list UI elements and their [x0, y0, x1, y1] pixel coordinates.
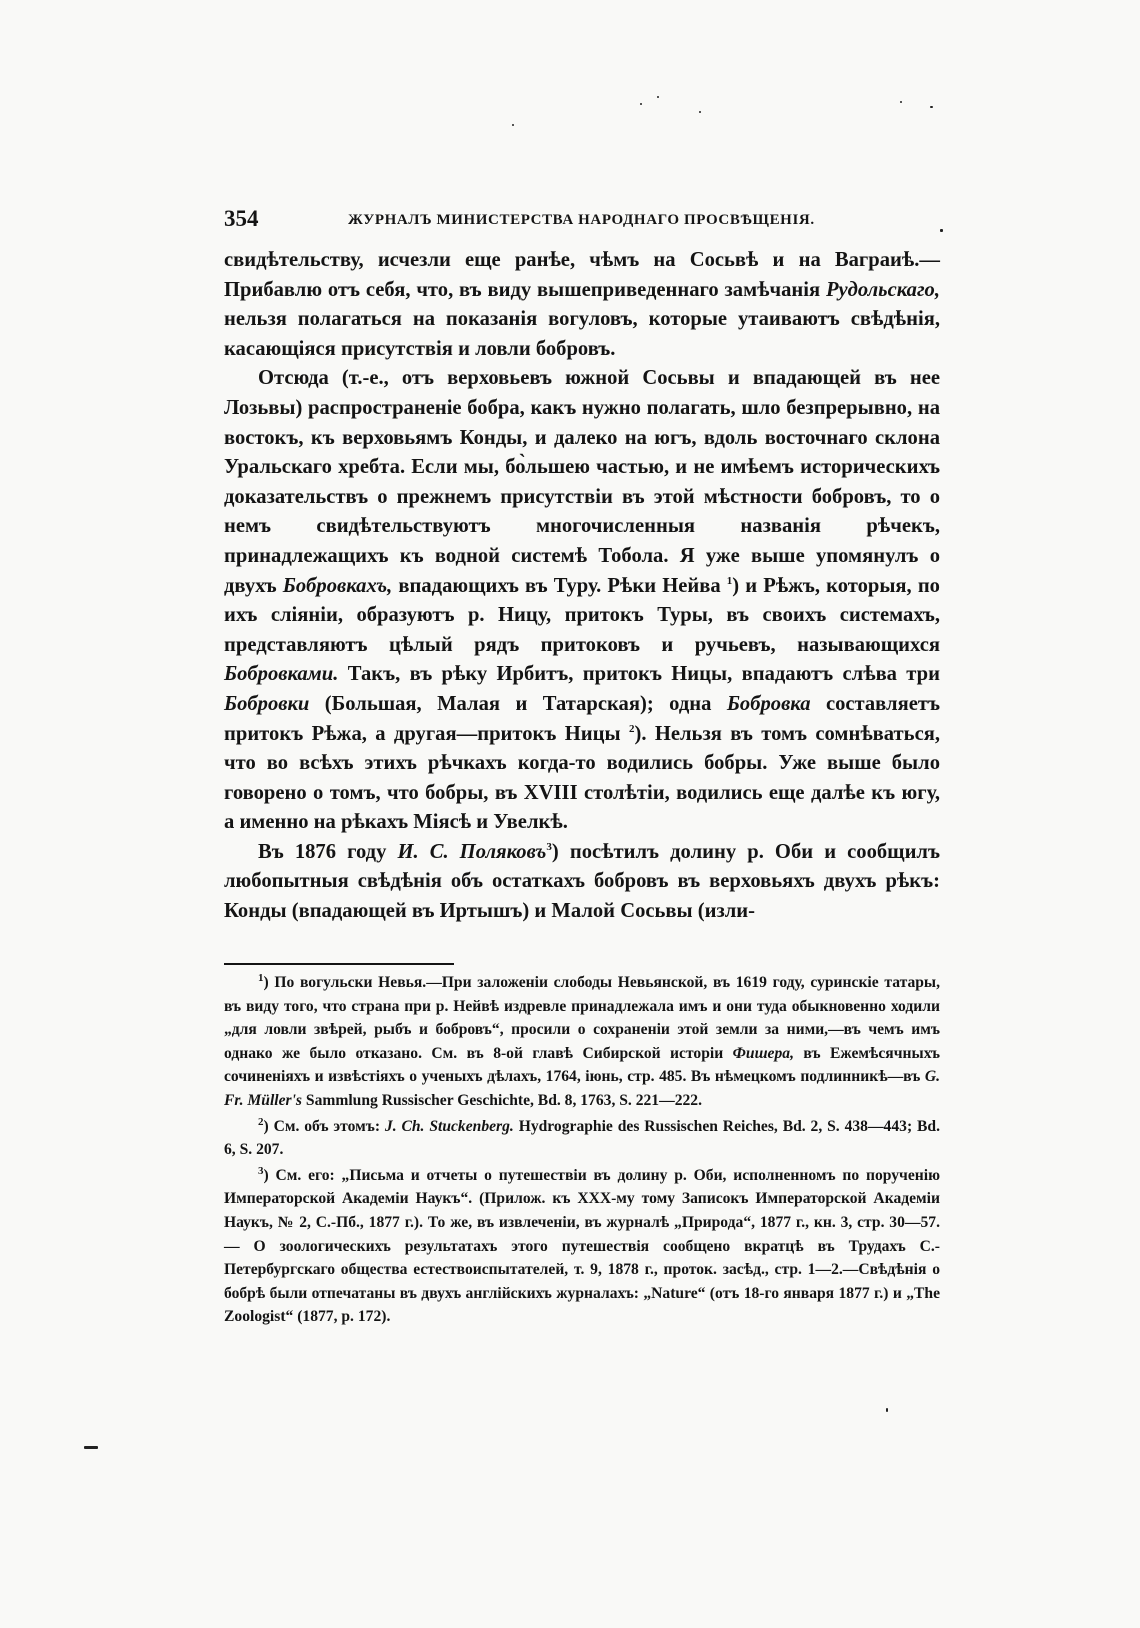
running-head: ЖУРНАЛЪ МИНИСТЕРСТВА НАРОДНАГО ПРОСВѢЩЕНІЯ.: [348, 212, 815, 228]
text-run: Такъ, въ рѣку Ирбитъ, притокъ Ницы, впадаютъ слѣва три: [338, 663, 940, 686]
footnote-mark: 3: [258, 1164, 264, 1177]
italic-name: Бобровки: [224, 692, 310, 715]
text-run: впадающихъ въ Туру. Рѣки Нейва: [392, 574, 727, 597]
footnote-1: [224, 971, 940, 1113]
footnote-2: [224, 1115, 940, 1162]
scan-speck: [900, 101, 902, 103]
italic-name: G. Fr. Müller's: [224, 1068, 940, 1109]
italic-name: Фишера,: [732, 1044, 794, 1062]
scan-speck: [512, 124, 514, 126]
text-run: составляетъ притокъ Рѣжа, а другая—притокъ Ницы: [224, 692, 940, 745]
text-run: ) См. его: „Письма и отчеты о путешествіи въ долину р. Оби, исполненномъ по порученію Императорской Академіи Наукъ“. (Прилож. къ XXX-му тому Записокъ Императорской Академіи Наукъ, № 2, С.-Пб., 1877 г.). То же, въ извлеченіи, въ журналѣ „Природа“, 1877 г., кн. 3, стр. 30—57. — О зоологическихъ результатахъ этого путешествія сообщено вкратцѣ въ Трудахъ С.-Петербургскаго общества естествоиспытателей, т. 9, 1878 г., проток. засѣд., стр. 1—2.—Свѣдѣнія о бобрѣ были отпечатаны въ двухъ англійскихъ журналахъ: „Nature“ (отъ 18-го января 1877 г.) и „The Zoologist“ (1877, p. 172).: [224, 1166, 940, 1326]
text-run: свидѣтельству, исчезли еще ранѣе, чѣмъ на Сосьвѣ и на Ваграиѣ.— Прибавлю отъ себя, что, въ виду вышеприведеннаго замѣчанія: [224, 249, 940, 301]
text-run: Hydrographie des Russischen Reiches, Bd. 2, S. 438—443; Bd. 6, S. 207.: [224, 1117, 940, 1159]
italic-name: Бобровка: [726, 692, 811, 715]
scan-speck: [699, 111, 701, 113]
footnotes: [224, 971, 940, 1329]
italic-name: J. Ch. Stuckenberg.: [384, 1117, 514, 1135]
scan-speck: [886, 1408, 888, 1412]
text-run: Отсюда (т.-е., отъ верховьевъ южной Сосьвы и впадающей въ нее Лозьвы) распространеніе бобра, какъ нужно полагать, шло безпрерывно, на востокъ, къ верховьямъ Конды, и далеко на югъ, вдоль восточнаго склона Уральскаго хребта. Если мы, бо̀льшею частью, и не имѣемъ историческихъ доказательствъ о прежнемъ присутствіи въ этой мѣстности бобровъ, то о немъ свидѣтельствуютъ многочисленныя названія рѣчекъ, принадлежащихъ къ водной системѣ Тобола. Я уже выше упомянулъ о двухъ: [224, 367, 940, 597]
text-run: въ Ежемѣсячныхъ сочиненіяхъ и извѣстіяхъ о ученыхъ дѣлахъ, 1764, іюнь, стр. 485. Въ нѣмецкомъ подлинникѣ—въ: [224, 1044, 940, 1086]
scan-speck: [640, 103, 642, 105]
text-run: ) посѣтилъ долину р. Оби и сообщилъ любопытныя свѣдѣнія объ остаткахъ бобровъ въ верховьяхъ двухъ рѣкъ: Конды (впадающей въ Иртышъ) и Малой Сосьвы (изли-: [224, 840, 940, 923]
scan-speck: [84, 1446, 98, 1449]
footnote-3: [224, 1164, 940, 1329]
text-run: нельзя полагаться на показанія вогуловъ, которые утаиваютъ свѣдѣнія, касающіяся присутствія и ловли бобровъ.: [224, 308, 940, 360]
text-run: Sammlung Russischer Geschichte, Bd. 8, 1763, S. 221—222.: [302, 1091, 702, 1109]
text-run: ). Нельзя въ томъ сомнѣваться, что во всѣхъ этихъ рѣчкахъ когда-то водились бобры. Уже выше было говорено о томъ, что бобры, въ XVIII столѣтіи, водились еще далѣе къ югу, а именно на рѣкахъ Міясѣ и Увелкѣ.: [224, 722, 940, 834]
footnote-mark: 1: [258, 971, 264, 984]
scan-speck: [940, 229, 943, 232]
footnote-ref: 3: [546, 841, 552, 854]
text-run: (Большая, Малая и Татарская); одна: [309, 692, 727, 715]
text-run: ) и Рѣжъ, которыя, по ихъ сліяніи, образуютъ р. Ницу, притокъ Туры, въ своихъ системахъ, представляютъ цѣлый рядъ притоковъ и ручьевъ, называющихся: [224, 574, 940, 656]
text-run: Въ 1876 году: [258, 840, 398, 863]
italic-name: Рудольскаго,: [825, 278, 940, 301]
scan-speck: [930, 106, 933, 108]
italic-name: Бобровками.: [224, 663, 339, 686]
footnote-ref: 1: [726, 574, 733, 587]
paragraph-2: [224, 364, 940, 838]
paragraph-3: [224, 838, 940, 927]
italic-name: Бобровкахъ,: [282, 574, 393, 597]
footnote-ref: 2: [628, 722, 635, 735]
footnote-rule: [224, 963, 454, 965]
page-number: 354: [224, 206, 259, 231]
footnote-mark: 2: [258, 1115, 264, 1128]
text-run: ) По вогульски Невья.—При заложеніи слободы Невьянской, въ 1619 году, суринскіе татары, въ виду того, что страна при р. Нейвѣ издревле принадлежала имъ и они туда обыкновенно ходили „для ловли звѣрей, рыбъ и бобровъ“, просили о сохраненіи этой земли за ними,—въ чемъ имъ однако же было отказано. См. въ 8-ой главѣ Сибирской исторіи: [224, 974, 940, 1062]
text-run: ) См. объ этомъ:: [263, 1117, 385, 1135]
italic-name: И. С. Поляковъ: [397, 840, 547, 863]
body-text: [224, 246, 940, 927]
page-header: [224, 204, 940, 234]
scan-speck: [657, 96, 659, 98]
paragraph-1: [224, 246, 940, 364]
